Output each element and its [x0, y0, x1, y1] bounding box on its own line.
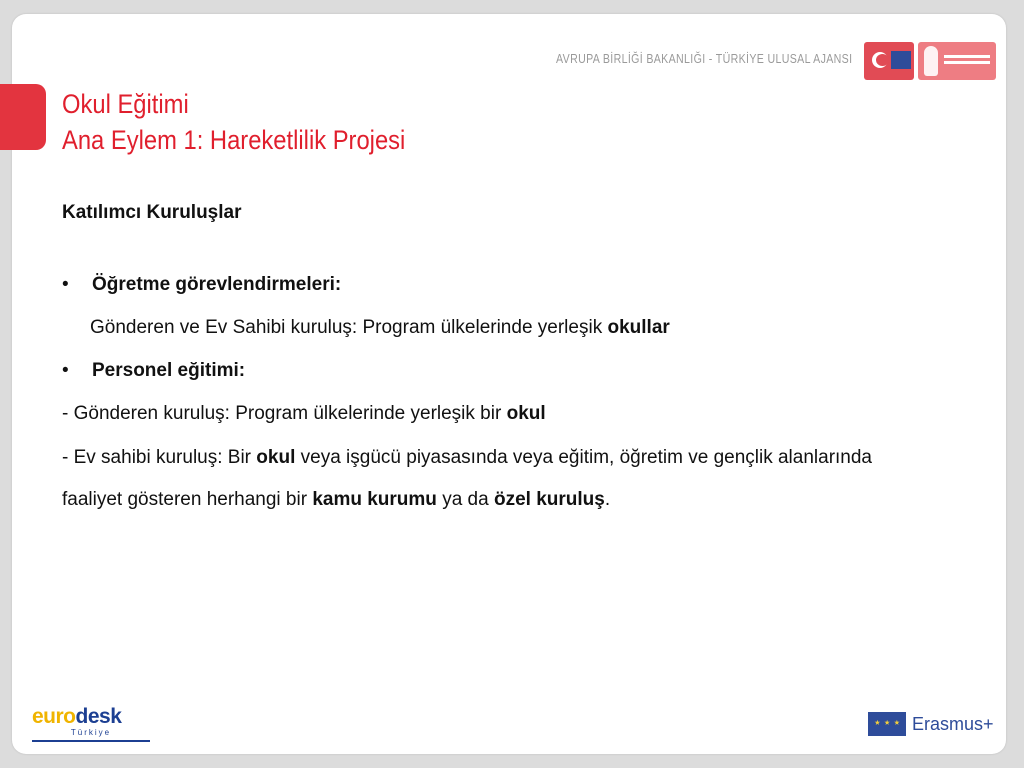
ulusal-ajans-logo: [918, 42, 996, 80]
eurodesk-logo: eurodesk Türkiye: [32, 706, 150, 742]
bullet-item-teaching: [62, 265, 922, 305]
agency-header: AVRUPA BİRLİĞİ BAKANLIĞI - TÜRKİYE ULUSAL AJANSI: [556, 52, 853, 66]
turkey-eu-logo: [864, 42, 914, 80]
bullet-label: Öğretme görevlendirmeleri:: [92, 274, 342, 295]
slide-body: [62, 265, 922, 521]
subheading: Katılımcı Kuruluşlar: [62, 202, 242, 223]
bullet-label: Personel eğitimi:: [92, 360, 246, 381]
bullet-item-training: [62, 351, 922, 391]
erasmus-label: Erasmus+: [912, 713, 994, 734]
host-org-line: - Ev sahibi kuruluş: Bir okul veya işgücü piyasasında veya eğitim, öğretim ve gençlik alanlarında faaliyet gösteren herhangi bir kamu kurumu ya da özel kuruluş.: [62, 447, 873, 510]
eu-flag-icon: [868, 712, 906, 736]
crescent-icon: [872, 52, 888, 68]
logo-text-lines: [944, 55, 990, 58]
title-line-2: Ana Eylem 1: Hareketlilik Projesi: [62, 125, 406, 155]
page-title: [62, 86, 405, 158]
bullet-icon: •: [62, 360, 69, 381]
sending-org-line: - Gönderen kuruluş: Program ülkelerinde yerleşik bir okul: [62, 403, 546, 424]
red-side-tab: [0, 84, 46, 150]
senders-line: Gönderen ve Ev Sahibi kuruluş: Program ülkelerinde yerleşik okullar: [90, 317, 670, 338]
person-icon: [924, 46, 938, 76]
eu-flag-icon: [891, 51, 911, 69]
bullet-icon: •: [62, 274, 69, 295]
title-line-1: Okul Eğitimi: [62, 89, 189, 119]
eurodesk-subtitle: Türkiye: [70, 728, 112, 737]
erasmus-logo: [868, 712, 994, 736]
